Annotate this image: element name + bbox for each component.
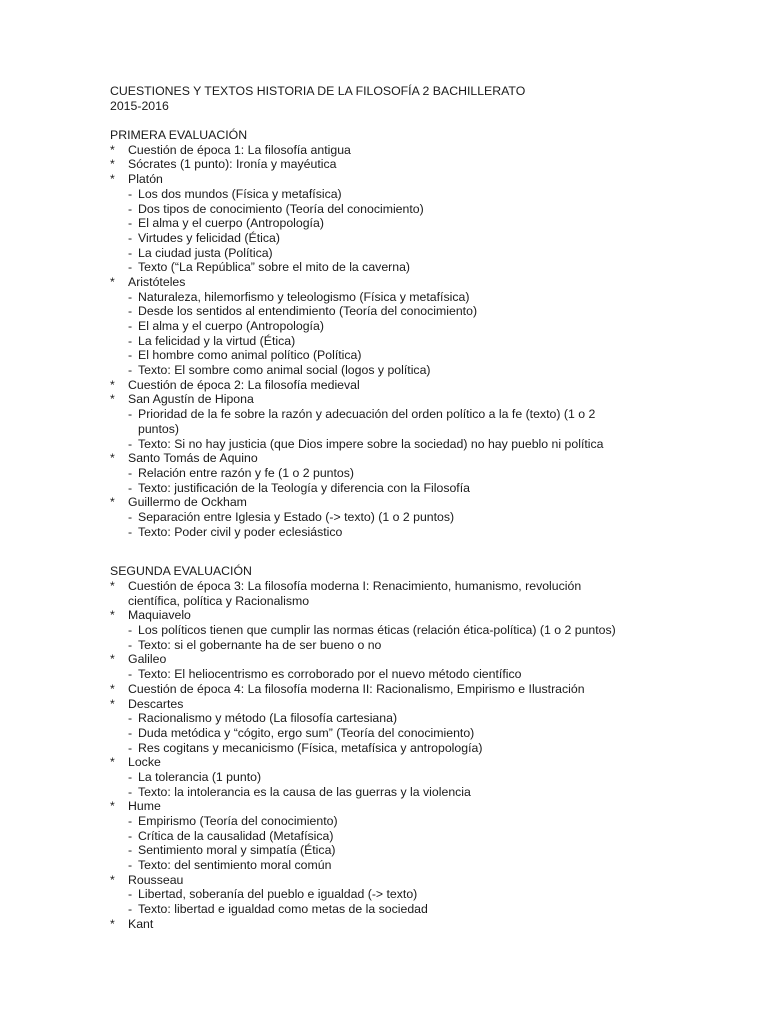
sub-item	[110, 363, 750, 378]
bullet-text: Galileo	[128, 652, 167, 667]
sub-item	[110, 814, 750, 829]
bullet-text: Kant	[128, 916, 154, 931]
sub-item	[110, 304, 750, 319]
bullet-item	[110, 143, 750, 158]
bullet-item	[110, 799, 750, 814]
sub-item	[110, 785, 750, 800]
bullet-text: Cuestión de época 3: La filosofía moderna I: Renacimiento, humanismo, revolución	[128, 579, 582, 593]
bullet-text: Cuestión de época 2: La filosofía medieval	[128, 377, 360, 392]
bullet-marker: *	[110, 392, 115, 407]
sub-item	[110, 711, 750, 726]
bullet-item	[110, 652, 750, 667]
bullet-item	[110, 697, 750, 712]
section-primera-evaluacion	[110, 128, 750, 539]
bullet-text: Cuestión de época 4: La filosofía moderna II: Racionalismo, Empirismo e Ilustración	[128, 681, 585, 696]
document-title: CUESTIONES Y TEXTOS HISTORIA DE LA FILOSOFÍA 2 BACHILLERATO	[110, 84, 526, 98]
bullet-item	[110, 172, 750, 187]
bullet-text: Maquiavelo	[128, 608, 191, 623]
sub-item	[110, 667, 750, 682]
sub-item-text: Dos tipos de conocimiento (Teoría del conocimiento)	[138, 201, 424, 216]
bullet-marker: *	[110, 579, 115, 593]
sub-item-text: Los dos mundos (Física y metafísica)	[138, 186, 342, 201]
sub-item-text: Texto: del sentimiento moral común	[138, 858, 332, 873]
sub-item	[110, 843, 750, 858]
section-segunda-evaluacion	[110, 564, 750, 931]
school-year: 2015-2016	[110, 98, 169, 113]
sub-item	[110, 437, 750, 452]
sub-item-text: Libertad, soberanía del pueblo e igualdad (-> texto)	[138, 887, 418, 902]
bullet-text: Platón	[128, 172, 163, 187]
bullet-text: Santo Tomás de Aquino	[128, 451, 258, 466]
bullet-item	[110, 682, 750, 697]
sub-item-text: Racionalismo y método (La filosofía cartesiana)	[138, 711, 398, 726]
bullet-item	[110, 392, 750, 407]
dash-marker: -	[128, 740, 133, 755]
bullet-item-continuation: científica, política y Racionalismo	[128, 593, 310, 608]
sub-item	[110, 525, 750, 540]
dash-marker: -	[128, 887, 133, 902]
bullet-marker: *	[110, 916, 115, 931]
bullet-text: Cuestión de época 1: La filosofía antigua	[128, 142, 351, 157]
sub-item	[110, 348, 750, 363]
section-heading: SEGUNDA EVALUACIÓN	[110, 564, 252, 579]
dash-marker: -	[128, 260, 133, 275]
bullet-marker: *	[110, 142, 115, 157]
sub-item-text: Virtudes y felicidad (Ética)	[138, 230, 280, 245]
sub-item-text: Empirismo (Teoría del conocimiento)	[138, 814, 338, 828]
dash-marker: -	[128, 465, 133, 480]
sub-item	[110, 202, 750, 217]
dash-marker: -	[128, 436, 133, 451]
sub-item-text: Texto: libertad e igualdad como metas de la sociedad	[138, 902, 428, 917]
bullet-text: Descartes	[128, 696, 184, 711]
dash-marker: -	[128, 725, 133, 740]
dash-marker: -	[128, 711, 133, 726]
dash-marker: -	[128, 769, 133, 784]
sub-item	[110, 290, 750, 305]
sub-item	[110, 334, 750, 349]
sub-item-text: Texto: si el gobernante ha de ser bueno o no	[138, 637, 382, 652]
bullet-item	[110, 157, 750, 172]
bullet-item	[110, 917, 750, 932]
sub-item-text: Desde los sentidos al entendimiento (Teoría del conocimiento)	[138, 304, 478, 319]
bullet-text: Hume	[128, 799, 161, 814]
dash-marker: -	[128, 843, 133, 858]
dash-marker: -	[128, 230, 133, 245]
bullet-text: Sócrates (1 punto): Ironía y mayéutica	[128, 157, 337, 172]
dash-marker: -	[128, 784, 133, 799]
bullet-marker: *	[110, 377, 115, 392]
bullet-marker: *	[110, 755, 115, 770]
dash-marker: -	[128, 667, 133, 682]
sub-item-text: El hombre como animal político (Política)	[138, 348, 362, 363]
dash-marker: -	[128, 858, 133, 873]
sub-item	[110, 187, 750, 202]
bullet-marker: *	[110, 681, 115, 696]
dash-marker: -	[128, 245, 133, 260]
dash-marker: -	[128, 186, 133, 201]
dash-marker: -	[128, 407, 133, 422]
dash-marker: -	[128, 902, 133, 917]
dash-marker: -	[128, 333, 133, 348]
dash-marker: -	[128, 509, 133, 524]
dash-marker: -	[128, 201, 133, 216]
dash-marker: -	[128, 216, 133, 231]
sub-item-text: La tolerancia (1 punto)	[138, 769, 262, 784]
bullet-item	[110, 275, 750, 290]
dash-marker: -	[128, 363, 133, 378]
sub-item-text: La ciudad justa (Política)	[138, 245, 273, 260]
section-heading: PRIMERA EVALUACIÓN	[110, 128, 248, 143]
sub-item	[110, 741, 750, 756]
dash-marker: -	[128, 814, 133, 828]
sub-item	[110, 246, 750, 261]
sub-item	[110, 638, 750, 653]
sub-item	[110, 407, 750, 422]
sub-item-continuation: puntos)	[138, 421, 180, 436]
bullet-item	[110, 495, 750, 510]
sub-item	[110, 726, 750, 741]
sub-item-text: Duda metódica y “cógito, ergo sum” (Teoría del conocimiento)	[138, 725, 475, 740]
sub-item-text: Crítica de la causalidad (Metafísica)	[138, 828, 334, 843]
sub-item	[110, 858, 750, 873]
sub-item	[110, 829, 750, 844]
sub-item-text: Naturaleza, hilemorfismo y teleologismo (Física y metafísica)	[138, 289, 470, 304]
bullet-text: Aristóteles	[128, 274, 186, 289]
bullet-marker: *	[110, 451, 115, 466]
bullet-marker: *	[110, 799, 115, 814]
bullet-marker: *	[110, 495, 115, 510]
bullet-marker: *	[110, 274, 115, 289]
dash-marker: -	[128, 480, 133, 495]
sub-item-text: Prioridad de la fe sobre la razón y adecuación del orden político a la fe (texto) (1 o 2	[138, 407, 596, 422]
bullet-item	[110, 755, 750, 770]
dash-marker: -	[128, 289, 133, 304]
bullet-item	[110, 579, 750, 594]
sub-item	[110, 887, 750, 902]
bullet-text: Locke	[128, 755, 161, 770]
dash-marker: -	[128, 304, 133, 319]
bullet-marker: *	[110, 696, 115, 711]
sub-item	[110, 770, 750, 785]
sub-item-text: Texto (“La República” sobre el mito de la caverna)	[138, 260, 411, 275]
sub-item-text: Texto: Si no hay justicia (que Dios impere sobre la sociedad) no hay pueblo ni política	[138, 436, 604, 451]
bullet-item	[110, 873, 750, 888]
dash-marker: -	[128, 524, 133, 539]
sub-item-text: Relación entre razón y fe (1 o 2 puntos)	[138, 465, 355, 480]
sub-item-text: Texto: El heliocentrismo es corroborado por el nuevo método científico	[138, 667, 522, 682]
dash-marker: -	[128, 623, 133, 638]
sub-item	[110, 623, 750, 638]
sub-item-text: Sentimiento moral y simpatía (Ética)	[138, 843, 336, 858]
sub-item-text: El alma y el cuerpo (Antropología)	[138, 319, 324, 333]
sub-item-text: Texto: la intolerancia es la causa de las guerras y la violencia	[138, 784, 471, 799]
sub-item-text: Texto: Poder civil y poder eclesiástico	[138, 524, 343, 539]
sub-item	[110, 319, 750, 334]
bullet-item	[110, 378, 750, 393]
dash-marker: -	[128, 348, 133, 363]
bullet-marker: *	[110, 872, 115, 887]
bullet-text: Rousseau	[128, 872, 184, 887]
sub-item	[110, 510, 750, 525]
document-content	[110, 84, 750, 932]
bullet-marker: *	[110, 172, 115, 187]
sub-item-text: Res cogitans y mecanicismo (Física, metafísica y antropología)	[138, 740, 483, 755]
bullet-text: San Agustín de Hipona	[128, 392, 254, 407]
sub-item	[110, 466, 750, 481]
bullet-text: Guillermo de Ockham	[128, 495, 247, 510]
dash-marker: -	[128, 637, 133, 652]
sub-item-text: Los políticos tienen que cumplir las normas éticas (relación ética-política) (1 o 2 puntos)	[138, 623, 616, 638]
sub-item-text: Texto: El sombre como animal social (logos y política)	[138, 363, 431, 378]
sub-item-text: Texto: justificación de la Teología y diferencia con la Filosofía	[138, 480, 470, 495]
dash-marker: -	[128, 319, 133, 333]
sub-item	[110, 902, 750, 917]
bullet-marker: *	[110, 608, 115, 623]
bullet-marker: *	[110, 652, 115, 667]
bullet-item	[110, 451, 750, 466]
sub-item	[110, 231, 750, 246]
sub-item-text: El alma y el cuerpo (Antropología)	[138, 216, 324, 231]
bullet-marker: *	[110, 157, 115, 172]
sub-item-text: Separación entre Iglesia y Estado (-> texto) (1 o 2 puntos)	[138, 509, 455, 524]
sub-item-text: La felicidad y la virtud (Ética)	[138, 333, 296, 348]
bullet-item	[110, 608, 750, 623]
sub-item	[110, 260, 750, 275]
sub-item	[110, 216, 750, 231]
sub-item	[110, 481, 750, 496]
dash-marker: -	[128, 828, 133, 843]
